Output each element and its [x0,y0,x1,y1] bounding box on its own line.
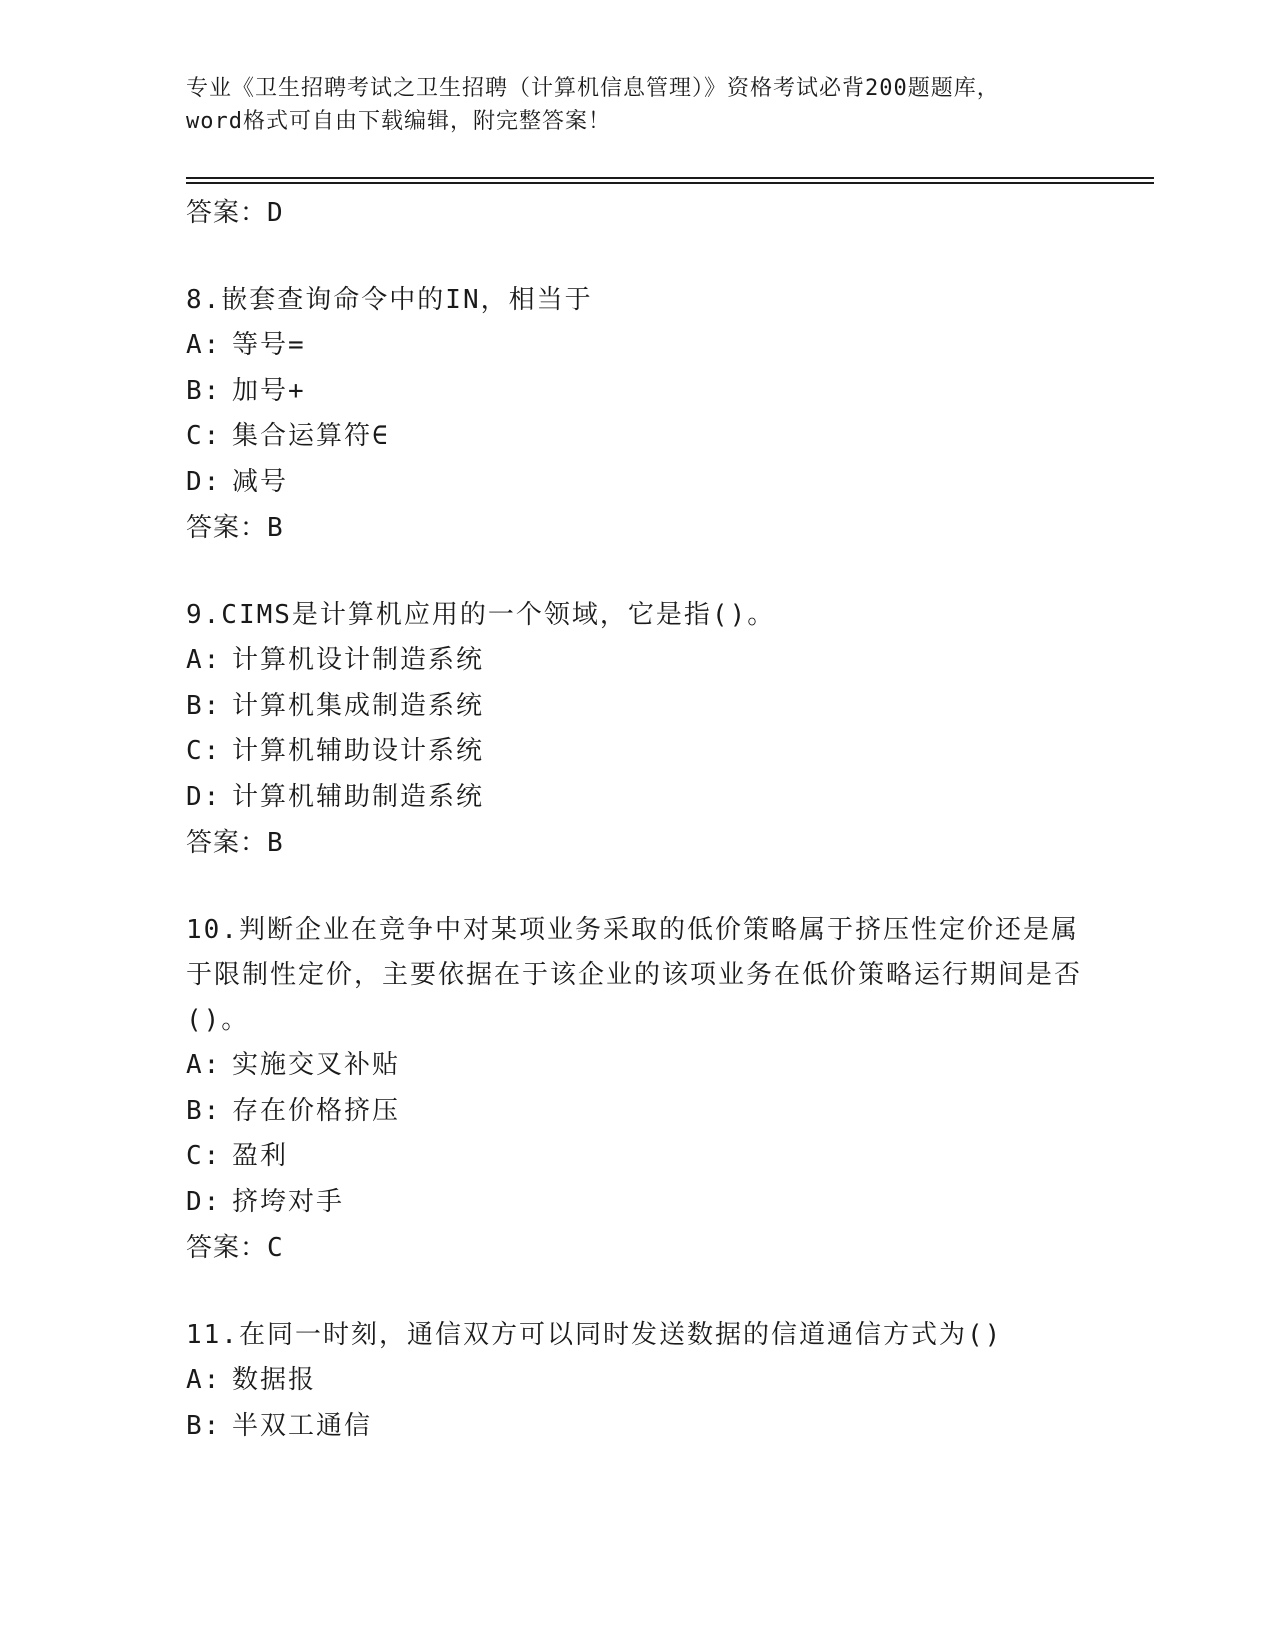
question-text: 8.嵌套查询命令中的IN，相当于 [186,285,593,315]
answer-line: 答案：C [186,1233,284,1263]
question-block [186,1313,1086,1449]
option-c [186,414,1086,460]
option-text: 减号 [232,466,289,497]
question-text: 9.CIMS是计算机应用的一个领域，它是指()。 [186,600,776,630]
option-letter: C: [186,421,222,451]
option-d [186,460,1086,506]
question-text: 11.在同一时刻，通信双方可以同时发送数据的信道通信方式为() [186,1320,1003,1350]
header-divider-top [186,177,1154,179]
option-text: 存在价格挤压 [232,1095,401,1126]
option-a [186,323,1086,369]
question-list [186,190,1086,1449]
option-d [186,1180,1086,1226]
option-letter: A: [186,645,222,675]
option-text: 盈利 [232,1141,289,1171]
answer-line: 答案：B [186,828,284,858]
option-text: 实施交叉补贴 [232,1050,401,1080]
option-letter: D: [186,781,222,812]
option-text: 计算机辅助制造系统 [232,781,485,812]
option-text: 计算机集成制造系统 [232,690,485,721]
answer-line: 答案：D [186,198,284,228]
question-text: 10.判断企业在竞争中对某项业务采取的低价策略属于挤压性定价还是属于限制性定价，主要依据在于该企业的该项业务在低价策略运行期间是否()。 [186,915,1083,1035]
option-text: 计算机辅助设计系统 [232,736,485,766]
option-text: 集合运算符∈ [232,421,390,451]
question-block [186,278,1086,551]
option-text: 数据报 [232,1365,317,1395]
option-letter: B: [186,1410,222,1441]
option-letter: B: [186,1095,222,1126]
option-b [186,1404,1086,1450]
option-a [186,638,1086,684]
option-letter: B: [186,690,222,721]
header-line-2: word格式可自由下载编辑，附完整答案！ [186,109,611,134]
option-b [186,1089,1086,1135]
option-c [186,729,1086,775]
option-a [186,1358,1086,1404]
option-letter: C: [186,736,222,766]
option-letter: A: [186,330,222,360]
answer-line: 答案：B [186,513,284,543]
header-divider-bottom [186,182,1154,184]
option-d [186,775,1086,821]
option-text: 挤垮对手 [232,1186,345,1217]
option-letter: D: [186,1186,222,1217]
option-text: 等号= [232,330,306,360]
header-line-1: 专业《卫生招聘考试之卫生招聘（计算机信息管理）》资格考试必背200题题库， [186,76,1000,101]
option-letter: B: [186,375,222,406]
option-text: 半双工通信 [232,1410,373,1441]
option-letter: D: [186,466,222,497]
option-c [186,1134,1086,1180]
option-text: 加号+ [232,375,306,406]
option-letter: C: [186,1141,222,1171]
option-letter: A: [186,1365,222,1395]
option-letter: A: [186,1050,222,1080]
option-b [186,369,1086,415]
question-block [186,908,1086,1271]
option-b [186,684,1086,730]
question-block [186,593,1086,866]
option-a [186,1043,1086,1089]
document-header [186,72,1066,138]
option-text: 计算机设计制造系统 [232,645,485,675]
